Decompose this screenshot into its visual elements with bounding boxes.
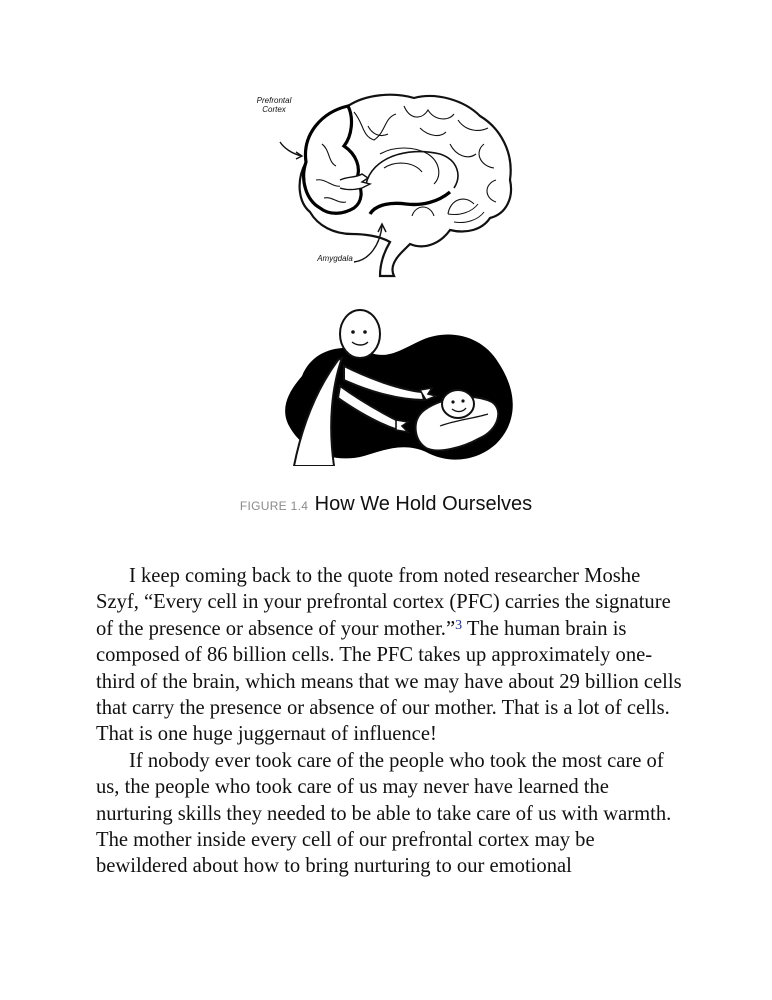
figure-number: FIGURE 1.4 bbox=[239, 499, 309, 513]
prefrontal-cortex-label bbox=[246, 96, 302, 114]
figure-caption bbox=[0, 493, 772, 516]
paragraph-text: I keep coming back to the quote from noted researcher Moshe Szyf, “Every cell in your prefrontal cortex (PFC) carries the signature of the presence or absence of your mother.” bbox=[96, 565, 671, 640]
figure-title: How We Hold Ourselves bbox=[314, 493, 533, 515]
brain-diagram bbox=[244, 84, 524, 284]
paragraph-text-continued: The human brain is composed of 86 billion cells. The PFC takes up approximately one-third of the brain, which means that we may have about 29 billion cells that carry the presence or absence of our mother. That is a lot of cells. That is one huge juggernaut of influence! bbox=[96, 617, 682, 746]
person-holding-baby-illustration bbox=[272, 306, 528, 466]
footnote-reference[interactable]: 3 bbox=[455, 617, 463, 633]
paragraph: If nobody ever took care of the people who took the most care of us, the people who took care of us may never have learned the nurturing skills they needed to be able to take care of us with warmth. The mother inside every cell of our prefrontal cortex may be bewildered about how to bring nurturing to our emotional bbox=[96, 749, 672, 878]
amygdala-label: Amygdala bbox=[317, 254, 353, 263]
body-text bbox=[96, 563, 686, 880]
prefrontal-label-line1: Prefrontal bbox=[256, 96, 292, 105]
brain-illustration bbox=[244, 84, 524, 284]
paragraph bbox=[96, 563, 686, 748]
prefrontal-label-line2: Cortex bbox=[262, 105, 286, 114]
holding-illustration bbox=[272, 306, 528, 466]
